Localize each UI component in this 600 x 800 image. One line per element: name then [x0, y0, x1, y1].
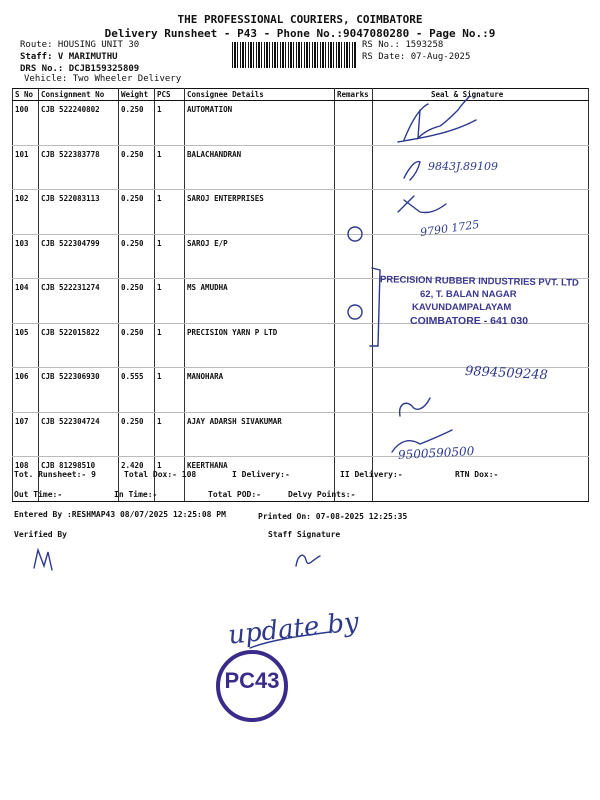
cell-sno: 103	[13, 234, 39, 279]
total-dox: Total Dox:- 108	[124, 470, 197, 479]
cell-pcs: 1	[155, 323, 185, 368]
cell-pcs: 1	[155, 412, 185, 457]
printed-on: Printed On: 07-08-2025 12:25:35	[258, 512, 408, 521]
handwritten-note: update by	[226, 607, 361, 651]
signature-mark	[404, 162, 420, 180]
cell-consignee: AJAY ADARSH SIVAKUMAR	[185, 412, 335, 457]
verified-by-label: Verified By	[14, 530, 67, 539]
cell-consignment: CJB 522231274	[39, 279, 119, 324]
handwritten-phone-106: 9894509248	[464, 363, 549, 384]
cell-consignee: SAROJ ENTERPRISES	[185, 190, 335, 235]
remark-circle	[348, 227, 362, 241]
cell-weight: 0.250	[119, 145, 155, 190]
handwritten-phone-108: 9500590500	[397, 444, 475, 462]
handwritten-phone-101: 9843J.89109	[428, 160, 499, 173]
cell-consignment: CJB 522083113	[39, 190, 119, 235]
cell-pcs: 1	[155, 101, 185, 146]
ii-delivery: II Delivery:-	[340, 470, 403, 479]
route-label: Route: HOUSING UNIT 30	[20, 40, 140, 50]
rtn-dox: RTN Dox:-	[455, 470, 499, 479]
col-sno: S No	[13, 89, 39, 101]
company-stamp-line2: 62, T. BALAN NAGAR	[420, 289, 517, 300]
cell-consignee: MANOHARA	[185, 368, 335, 413]
cell-sno: 100	[13, 101, 39, 146]
cell-pcs: 1	[155, 190, 185, 235]
runsheet-subtitle: Delivery Runsheet - P43 - Phone No.:9047080280 - Page No.:9	[104, 27, 496, 40]
round-stamp-text: PC43	[224, 668, 280, 693]
vehicle-label: Vehicle: Two Wheeler Delivery	[24, 74, 182, 84]
cell-consignment: CJB 81298510	[39, 457, 119, 502]
cell-sno: 108	[13, 457, 39, 502]
delvy-points: Delvy Points:-	[288, 490, 356, 499]
cell-consignee: SAROJ E/P	[185, 234, 335, 279]
cell-pcs: 1	[155, 145, 185, 190]
drs-label: DRS No.: DCJB159325809	[20, 64, 140, 74]
col-weight: Weight	[119, 89, 155, 101]
i-delivery: I Delivery:-	[232, 470, 290, 479]
cell-pcs: 1	[155, 368, 185, 413]
col-consignee: Consignee Details	[185, 89, 335, 101]
cell-weight: 0.250	[119, 323, 155, 368]
cell-consignee: MS AMUDHA	[185, 279, 335, 324]
cell-pcs: 1	[155, 279, 185, 324]
cell-sno: 106	[13, 368, 39, 413]
company-stamp-line1: PRECISION RUBBER INDUSTRIES PVT. LTD	[379, 274, 579, 289]
cell-sno: 102	[13, 190, 39, 235]
cell-consignment: CJB 522306930	[39, 368, 119, 413]
cell-weight: 0.555	[119, 368, 155, 413]
signature-mark	[400, 398, 430, 416]
cell-consignee: AUTOMATION	[185, 101, 335, 146]
company-stamp-line3: KAVUNDAMPALAYAM	[412, 302, 512, 313]
staff-signature-mark	[296, 555, 320, 566]
cell-consignee: KEERTHANA	[185, 457, 335, 502]
cell-weight: 0.250	[119, 234, 155, 279]
cell-pcs: 1	[155, 234, 185, 279]
col-pcs: PCS	[155, 89, 185, 101]
entered-by: Entered By :RESHMAP43 08/07/2025 12:25:08 PM	[14, 510, 226, 519]
cell-weight: 0.250	[119, 412, 155, 457]
out-time: Out Time:-	[14, 490, 63, 499]
company-stamp-line4: COIMBATORE - 641 030	[410, 315, 529, 327]
cell-sno: 105	[13, 323, 39, 368]
cell-consignment: CJB 522383778	[39, 145, 119, 190]
remark-circle	[348, 305, 362, 319]
verified-signature	[34, 550, 52, 570]
cell-weight: 0.250	[119, 101, 155, 146]
cell-sno: 101	[13, 145, 39, 190]
cell-consignee: PRECISION YARN P LTD	[185, 323, 335, 368]
cell-sno: 104	[13, 279, 39, 324]
cell-sno: 107	[13, 412, 39, 457]
signature-mark	[404, 96, 470, 140]
cell-weight: 0.250	[119, 190, 155, 235]
cell-weight: 2.420	[119, 457, 155, 502]
staff-label: Staff: V MARIMUTHU	[20, 52, 118, 62]
rs-number: RS No.: 1593258	[362, 40, 444, 50]
signature-mark	[398, 196, 446, 213]
cell-consignment: CJB 522304724	[39, 412, 119, 457]
signature-mark	[398, 120, 476, 142]
cell-pcs: 1	[155, 457, 185, 502]
cell-consignee: BALACHANDRAN	[185, 145, 335, 190]
col-consignment: Consignment No	[39, 89, 119, 101]
cell-consignment: CJB 522304799	[39, 234, 119, 279]
cell-weight: 0.250	[119, 279, 155, 324]
bracket-mark	[370, 268, 380, 346]
cell-consignment: CJB 522240802	[39, 101, 119, 146]
col-remarks: Remarks	[335, 89, 373, 101]
rs-date: RS Date: 07-Aug-2025	[362, 52, 471, 62]
handwritten-phone-103: 9790 1725	[419, 217, 481, 240]
col-seal-signature: Seal & Signature	[373, 89, 589, 101]
in-time: In Time:-	[114, 490, 158, 499]
company-title: THE PROFESSIONAL COURIERS, COIMBATORE	[177, 13, 423, 26]
tot-runsheet: Tot. Runsheet:- 9	[14, 470, 96, 479]
cell-consignment: CJB 522015822	[39, 323, 119, 368]
staff-signature-label: Staff Signature	[268, 530, 341, 539]
total-pod: Total POD:-	[208, 490, 261, 499]
